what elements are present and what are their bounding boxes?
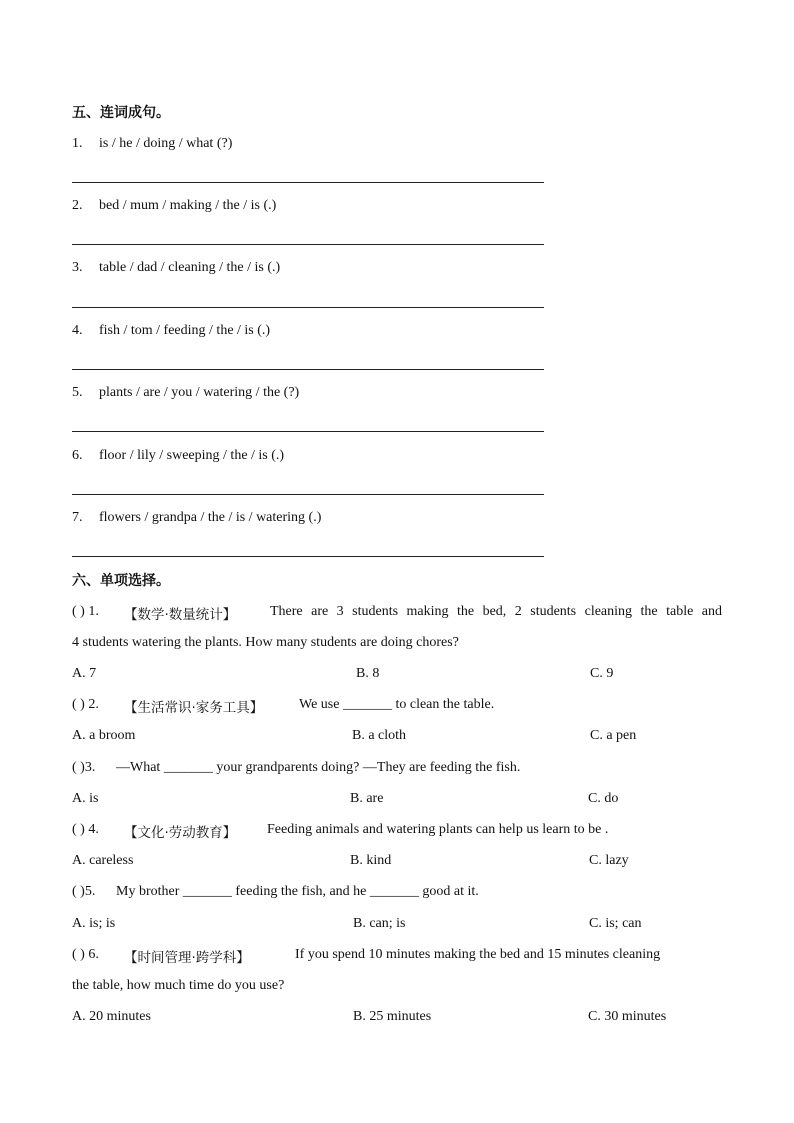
- s6-q3-line1: —What _______ your grandparents doing? —They are feeding the fish.: [116, 760, 521, 775]
- s6-q4-tag: 【文化·劳动教育】: [124, 825, 237, 841]
- s6-q4-option-c[interactable]: C. lazy: [589, 853, 629, 868]
- s6-q2-line1: We use _______ to clean the table.: [299, 697, 495, 712]
- s6-q5-option-c[interactable]: C. is; can: [589, 916, 642, 931]
- s5-q5-num: 5.: [72, 385, 83, 400]
- s5-q7-text: flowers / grandpa / the / is / watering (.): [99, 510, 322, 525]
- s5-q5-text: plants / are / you / watering / the (?): [99, 385, 300, 400]
- s6-q1-tag: 【数学·数量统计】: [124, 607, 237, 623]
- s5-q6-answer-line[interactable]: [72, 494, 544, 495]
- s6-q5-prefix: ( )5.: [72, 884, 96, 899]
- s5-q7-answer-line[interactable]: [72, 556, 544, 557]
- s5-q6-text: floor / lily / sweeping / the / is (.): [99, 448, 285, 463]
- s6-q5-option-b[interactable]: B. can; is: [353, 916, 406, 931]
- s5-q6-num: 6.: [72, 448, 83, 463]
- s6-q5-option-a[interactable]: A. is; is: [72, 916, 116, 931]
- s5-q4-answer-line[interactable]: [72, 369, 544, 370]
- s6-q6-line2: the table, how much time do you use?: [72, 978, 285, 993]
- s6-q6-prefix: ( ) 6.: [72, 947, 99, 962]
- s6-q1-option-c[interactable]: C. 9: [590, 666, 614, 681]
- s5-q1-text: is / he / doing / what (?): [99, 136, 233, 151]
- s6-q3-option-b[interactable]: B. are: [350, 791, 384, 806]
- s6-q2-option-b[interactable]: B. a cloth: [352, 728, 407, 743]
- s6-q5-line1: My brother _______ feeding the fish, and he _______ good at it.: [116, 884, 479, 899]
- s5-q2-text: bed / mum / making / the / is (.): [99, 198, 277, 213]
- s5-q1-num: 1.: [72, 136, 83, 151]
- s6-q1-line2: 4 students watering the plants. How many students are doing chores?: [72, 635, 459, 650]
- s6-q1-prefix: ( ) 1.: [72, 604, 99, 619]
- s6-q3-prefix: ( )3.: [72, 760, 96, 775]
- s6-q2-option-c[interactable]: C. a pen: [590, 728, 637, 743]
- s5-q5-answer-line[interactable]: [72, 431, 544, 432]
- s6-q1-line1: There are 3 students making the bed, 2 students cleaning the table and: [270, 604, 722, 619]
- s6-q6-option-a[interactable]: A. 20 minutes: [72, 1009, 151, 1024]
- s6-q6-line1: If you spend 10 minutes making the bed and 15 minutes cleaning: [295, 947, 661, 962]
- s6-q1-option-b[interactable]: B. 8: [356, 666, 380, 681]
- s6-q4-option-a[interactable]: A. careless: [72, 853, 134, 868]
- s5-q1-answer-line[interactable]: [72, 182, 544, 183]
- s5-q4-text: fish / tom / feeding / the / is (.): [99, 323, 271, 338]
- s5-q3-num: 3.: [72, 260, 83, 275]
- s5-q2-answer-line[interactable]: [72, 244, 544, 245]
- s6-q2-option-a[interactable]: A. a broom: [72, 728, 136, 743]
- s6-q4-prefix: ( ) 4.: [72, 822, 99, 837]
- s6-q2-prefix: ( ) 2.: [72, 697, 99, 712]
- s6-q4-option-b[interactable]: B. kind: [350, 853, 392, 868]
- s5-q4-num: 4.: [72, 323, 83, 338]
- section6-title: 六、单项选择。: [72, 573, 170, 589]
- s5-q2-num: 2.: [72, 198, 83, 213]
- s5-q7-num: 7.: [72, 510, 83, 525]
- s5-q3-answer-line[interactable]: [72, 307, 544, 308]
- s6-q1-option-a[interactable]: A. 7: [72, 666, 97, 681]
- s6-q6-option-c[interactable]: C. 30 minutes: [588, 1009, 667, 1024]
- s6-q4-line1: Feeding animals and watering plants can help us learn to be .: [267, 822, 609, 837]
- section5-title: 五、连词成句。: [72, 105, 170, 121]
- s6-q3-option-a[interactable]: A. is: [72, 791, 99, 806]
- s5-q3-text: table / dad / cleaning / the / is (.): [99, 260, 281, 275]
- s6-q6-option-b[interactable]: B. 25 minutes: [353, 1009, 432, 1024]
- s6-q3-option-c[interactable]: C. do: [588, 791, 619, 806]
- s6-q2-tag: 【生活常识·家务工具】: [124, 700, 264, 716]
- s6-q6-tag: 【时间管理·跨学科】: [124, 950, 250, 966]
